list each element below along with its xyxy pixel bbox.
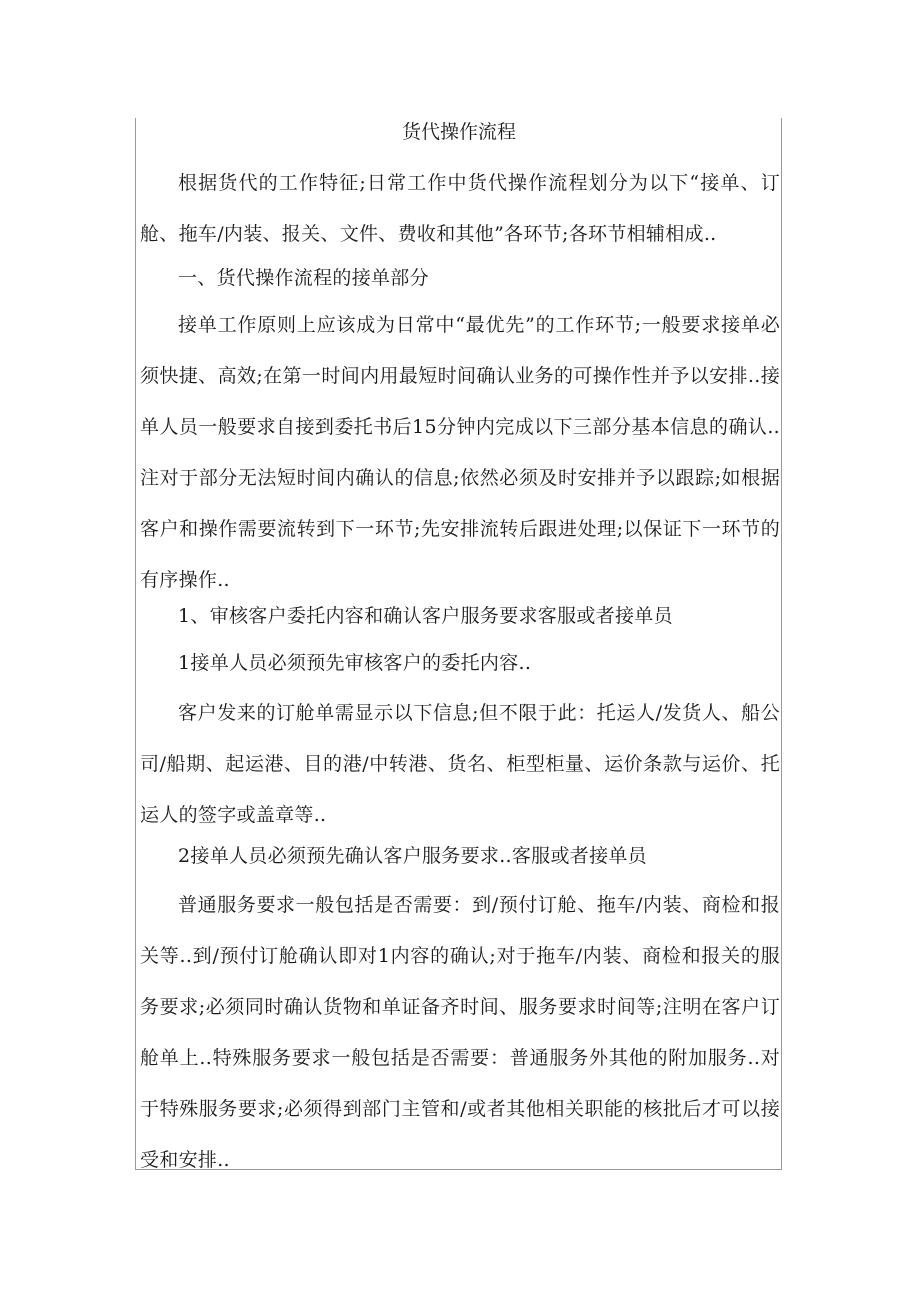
intro-paragraph: 根据货代的工作特征;日常工作中货代操作流程划分为以下“接单、订舱、拖车/内装、报关、文件、费收和其他”各环节;各环节相辅相成.. [140, 172, 780, 245]
booking-info-paragraph: 客户发来的订舱单需显示以下信息;但不限于此：托运人/发货人、船公司/船期、起运港、目的港/中转港、货名、柜型柜量、运价条款与运价、托运人的签字或盖章等.. [140, 702, 780, 826]
subsection-heading-review-delegation: 1、审核客户委托内容和确认客户服务要求客服或者接单员 [178, 605, 673, 627]
document-title: 货代操作流程 [401, 121, 516, 143]
section-heading-order-taking: 一、货代操作流程的接单部分 [178, 267, 429, 289]
service-requirements-paragraph: 普通服务要求一般包括是否需要：到/预付订舱、拖车/内装、商检和报关等..到/预付订舱确认即对1内容的确认;对于拖车/内装、商检和报关的服务要求;必须同时确认货物和单证备齐时间、服务要求时间等;注明在客户订舱单上..特殊服务要求一般包括是否需要：普通服务外其他的附加服务..对于特殊服务要求;必须得到部门主管和/或者其他相关职能的核批后才可以接受和安排.. [140, 894, 780, 1171]
item-2-heading: 2接单人员必须预先确认客户服务要求..客服或者接单员 [178, 845, 647, 867]
item-1-heading: 1接单人员必须预先审核客户的委托内容.. [178, 652, 532, 674]
order-taking-principle-paragraph: 接单工作原则上应该成为日常中“最优先”的工作环节;一般要求接单必须快捷、高效;在第一时间内用最短时间确认业务的可操作性并予以安排..接单人员一般要求自接到委托书后15分钟内完成以下三部分基本信息的确认..注对于部分无法短时间内确认的信息;依然必须及时安排并予以跟踪;如根据客户和操作需要流转到下一环节;先安排流转后跟进处理;以保证下一环节的有序操作.. [140, 314, 780, 591]
